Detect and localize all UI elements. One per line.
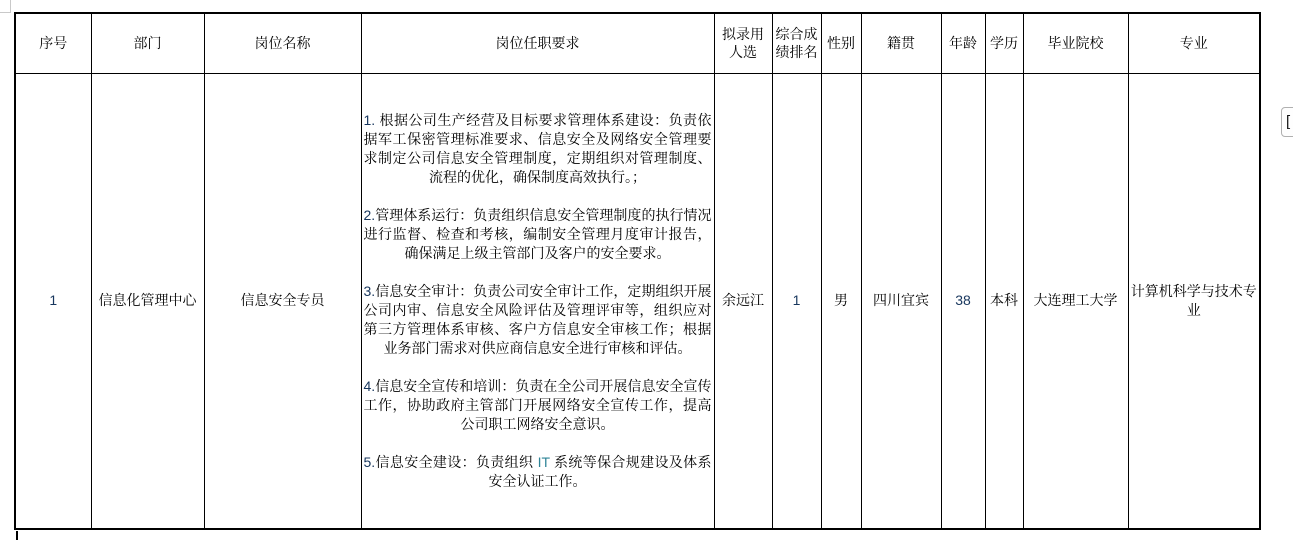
cell-education: 本科 [985, 73, 1023, 529]
cell-school: 大连理工大学 [1023, 73, 1128, 529]
col-header-department: 部门 [91, 13, 204, 73]
cell-requirements [361, 73, 714, 529]
cell-position: 信息安全专员 [204, 73, 361, 529]
col-header-major: 专业 [1128, 13, 1260, 73]
cell-department: 信息化管理中心 [91, 73, 204, 529]
cell-major: 计算机科学与技术专业 [1128, 73, 1260, 529]
clipped-bracket-icon: [ [1281, 107, 1293, 137]
header-row [15, 13, 1260, 73]
border-tick-mark [16, 531, 18, 540]
col-header-position: 岗位名称 [204, 13, 361, 73]
col-header-school: 毕业院校 [1023, 13, 1128, 73]
recruitment-table-container [14, 12, 1261, 530]
adjacent-cell-fragment-horizontal [0, 12, 11, 13]
col-header-gender: 性别 [821, 13, 861, 73]
cell-rank: 1 [772, 73, 821, 529]
cell-seq: 1 [15, 73, 91, 529]
col-header-requirements: 岗位任职要求 [361, 13, 714, 73]
requirements-content: 1. 根据公司生产经营及目标要求管理体系建设：负责依据军工保密管理标准要求、信息安全及网络安全管理要求制定公司信息安全管理制度，定期组织对管理制度、流程的优化，确保制度高效执行。； 2.管理体系运行：负责组织信息安全管理制度的执行情况进行监督、检查和考核，编制安全管理月度审计报告，确保满足上级主管部门及客户的安全要求。 3.信息安全审计：负责公司安全审计工作，定期组织开展公司内审、信息安全风险评估及管理评审等，组织应对第三方管理体系审核、客户方信息安全审核工作；根据业务部门需求对供应商信息安全进行审核和评估。 4.信息安全宣传和培训：负责在全公司开展信息安全宣传工作，协助政府主管部门开展网络安全宣传工作，提高公司职工网络安全意识。 5.信息安全建设：负责组织 IT 系统等保合规建设及体系安全认证工作。 [363, 111, 712, 489]
table-row [15, 73, 1260, 529]
cell-age: 38 [941, 73, 985, 529]
col-header-native-place: 籍贯 [861, 13, 941, 73]
col-header-education: 学历 [985, 13, 1023, 73]
col-header-age: 年龄 [941, 13, 985, 73]
recruitment-table [14, 12, 1261, 530]
col-header-rank: 综合成绩排名 [772, 13, 821, 73]
col-header-candidate: 拟录用人选 [714, 13, 772, 73]
cell-candidate: 余远江 [714, 73, 772, 529]
col-header-seq: 序号 [15, 13, 91, 73]
cell-gender: 男 [821, 73, 861, 529]
cell-native-place: 四川宜宾 [861, 73, 941, 529]
